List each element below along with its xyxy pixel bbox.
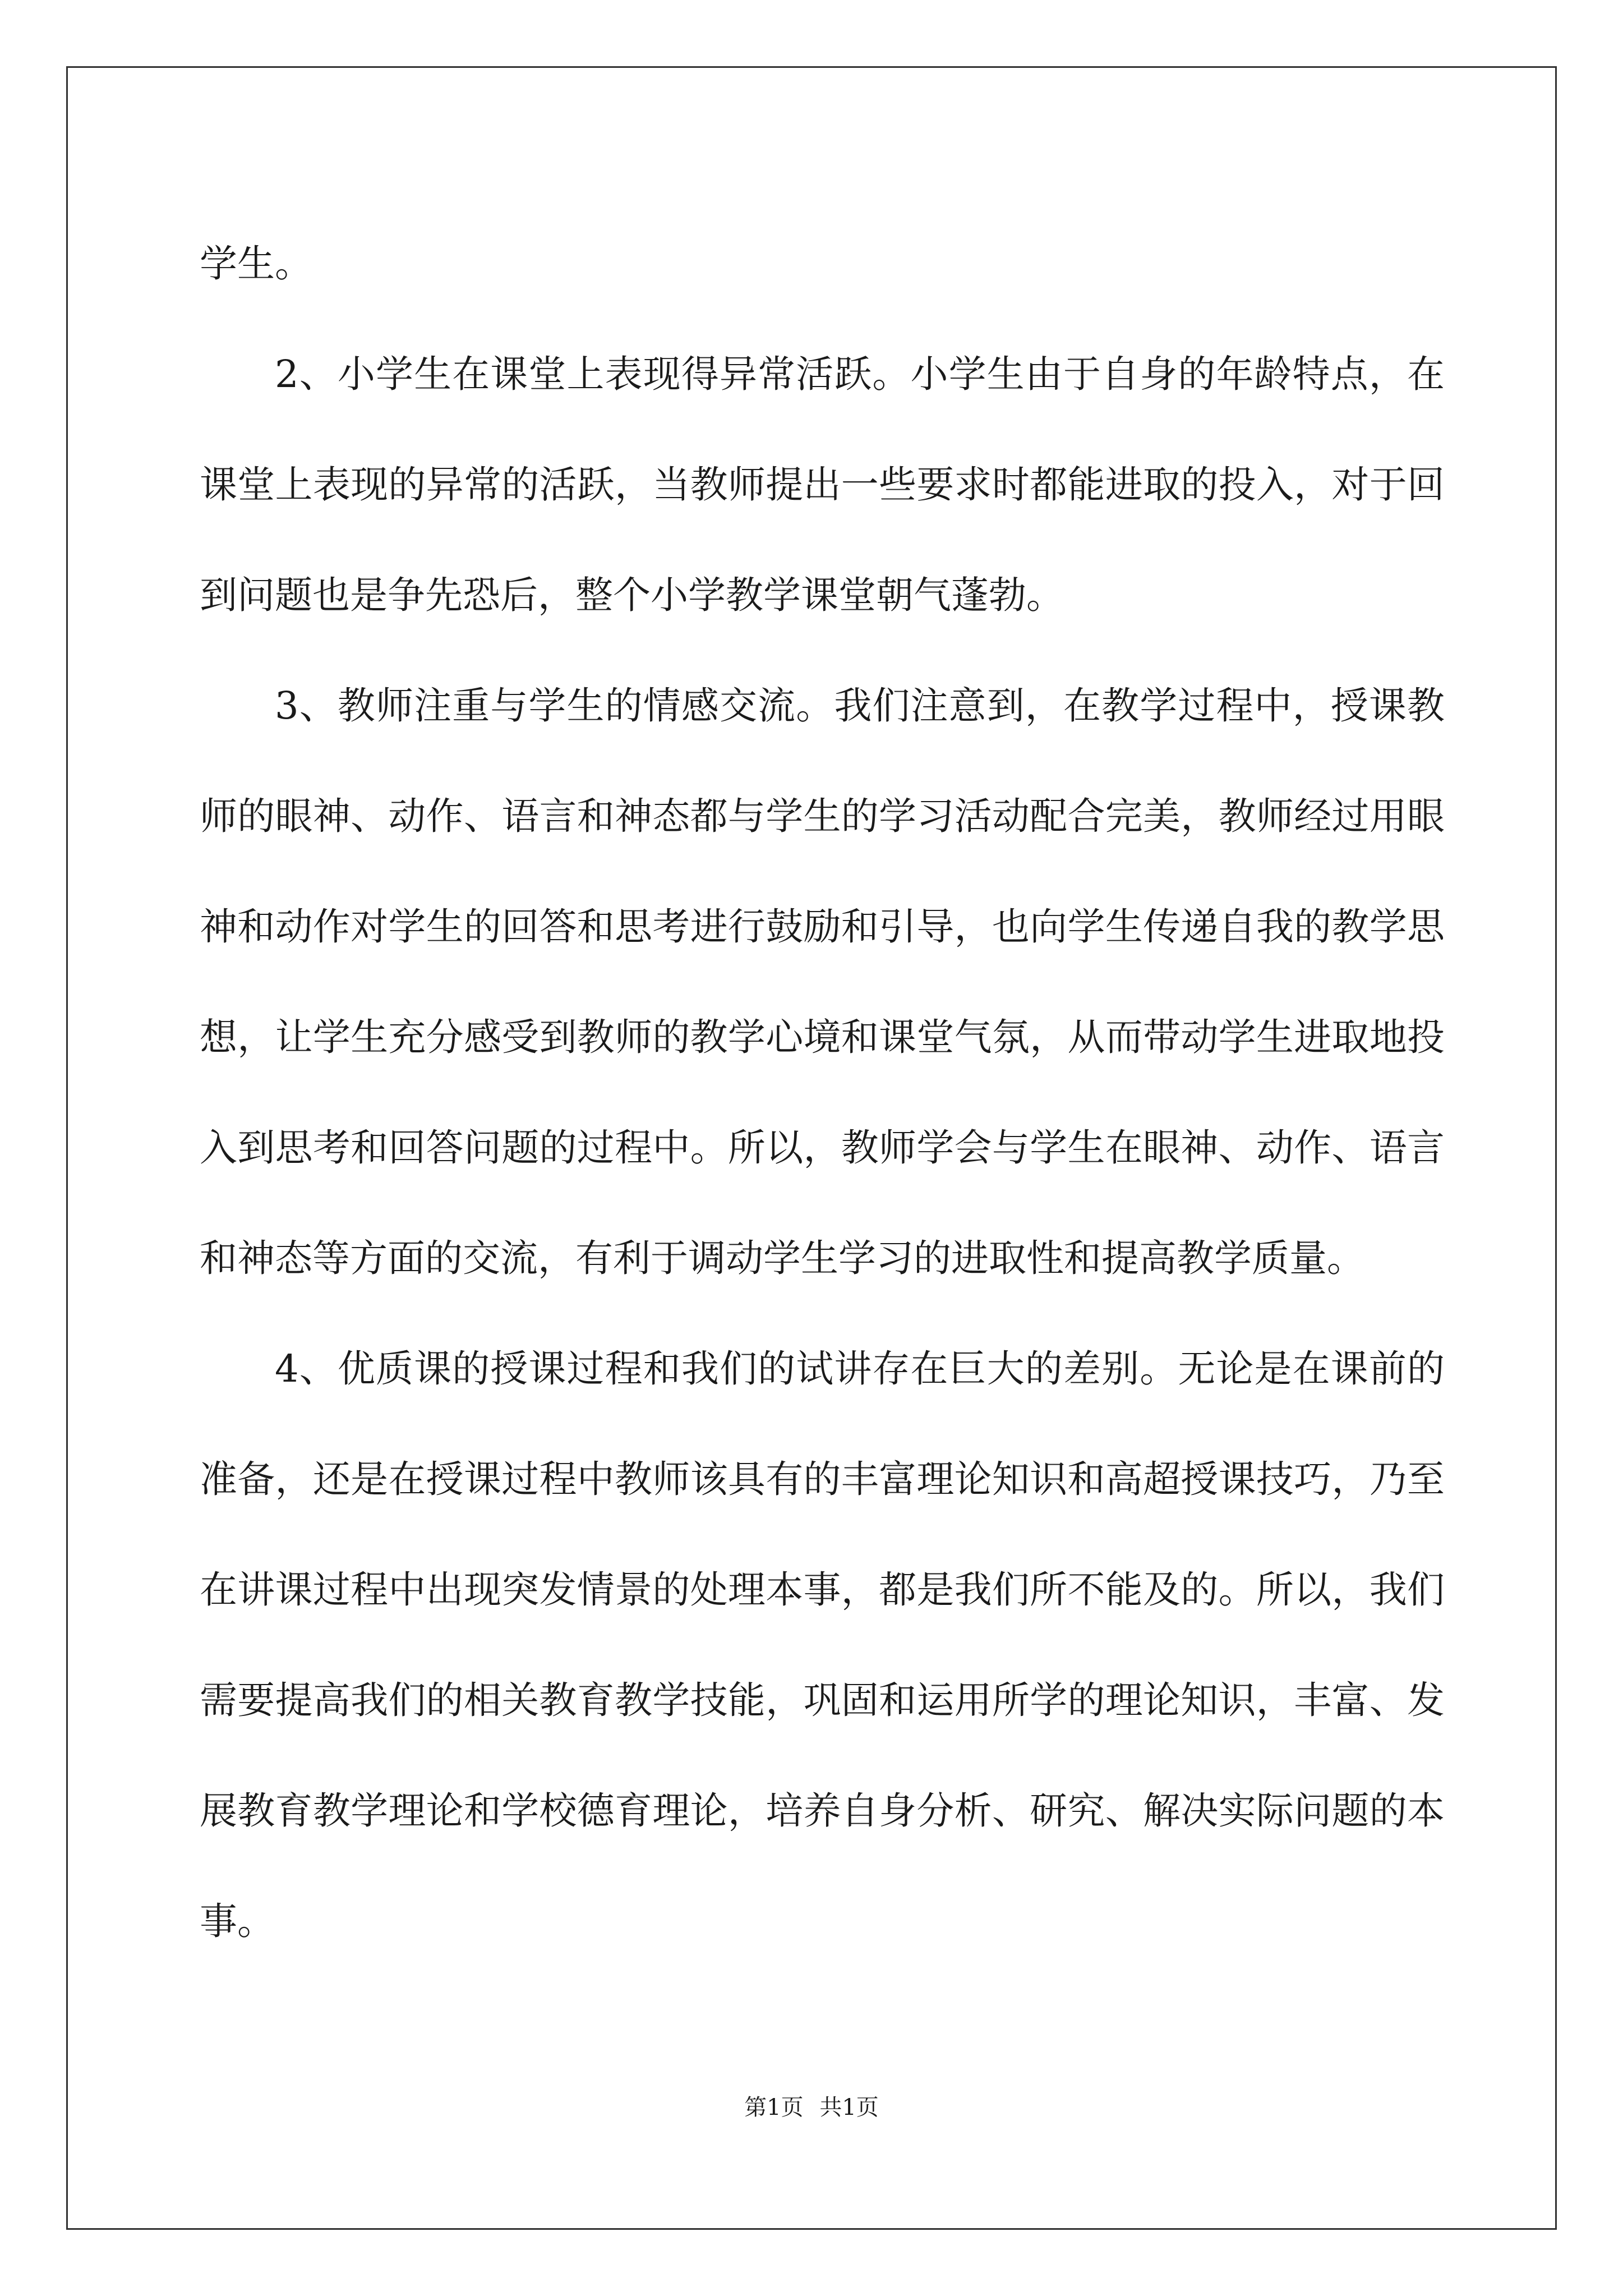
paragraph-point-3: 3、教师注重与学生的情感交流。我们注意到，在教学过程中，授课教师的眼神、动作、语言和神态都与学生的学习活动配合完美，教师经过用眼神和动作对学生的回答和思考进行鼓励和引导，也向学生传递自我的教学思想，让学生充分感受到教师的教学心境和课堂气氛，从而带动学生进取地投入到思考和回答问题的过程中。所以，教师学会与学生在眼神、动作、语言和神态等方面的交流，有利于调动学生学习的进取性和提高教学质量。 [200, 684, 1445, 1280]
paragraph-point-4: 4、优质课的授课过程和我们的试讲存在巨大的差别。无论是在课前的准备，还是在授课过程中教师该具有的丰富理论知识和高超授课技巧，乃至在讲课过程中出现突发情景的处理本事，都是我们所不能及的。所以，我们需要提高我们的相关教育教学技能，巩固和运用所学的理论知识，丰富、发展教育教学理论和学校德育理论，培养自身分析、研究、解决实际问题的本事。 [200, 1347, 1445, 1943]
document-body [200, 209, 1445, 1977]
paragraph-point-2: 2、小学生在课堂上表现得异常活跃。小学生由于自身的年龄特点，在课堂上表现的异常的活跃，当教师提出一些要求时都能进取的投入，对于回到问题也是争先恐后，整个小学教学课堂朝气蓬勃。 [200, 352, 1445, 617]
page-footer [0, 2090, 1623, 2122]
paragraph-continuation: 学生。 [200, 242, 312, 286]
page-total: 共1页 [819, 2095, 879, 2120]
page-number: 第1页 [744, 2095, 804, 2120]
